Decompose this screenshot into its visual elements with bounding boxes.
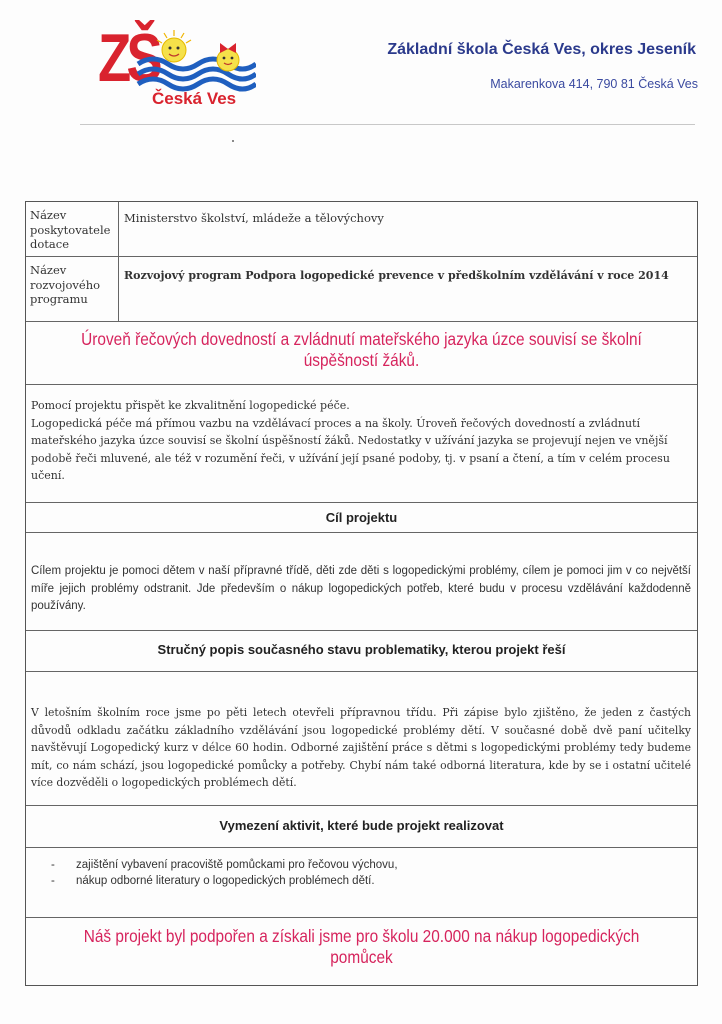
bullet-dash: - — [51, 875, 55, 887]
scan-speck — [232, 140, 234, 142]
intro-row — [26, 385, 697, 503]
section-title-activities: Vymezení aktivit, které bude projekt realizovat — [219, 818, 504, 833]
activity-text: nákup odborné literatury o logopedických problémech dětí. — [76, 875, 375, 887]
logo-subtitle: Česká Ves — [152, 89, 237, 108]
info-label: Název poskytovatele dotace — [26, 202, 119, 256]
intro-line-1: Pomocí projektu přispět ke zkvalitnění logopedické péče. — [31, 399, 350, 412]
activity-text: zajištění vybavení pracoviště pomůckami pro řečovou výchovu, — [76, 859, 398, 871]
info-row-provider — [26, 202, 697, 257]
intro-paragraph: Logopedická péče má přímou vazbu na vzdělávací proces a na školy. Úroveň řečových dovedností a zvládnutí mateřského jazyka úzce souvisí se školní úspěšností žáků. Nedostatky v užívání jazyka se projevují nejen ve vnější podobě řeči mluvené, ale též v rozumění řeči, v užívání její psané podoby, tj. v psaní a čtení, a tím v celém procesu učení. — [31, 416, 670, 482]
state-header-row — [26, 631, 697, 672]
section-title-goal: Cíl projektu — [325, 510, 398, 525]
bullet-dash: - — [51, 859, 55, 871]
state-body-row — [26, 672, 697, 806]
goal-header-row — [26, 503, 697, 533]
activities-header-row — [26, 806, 697, 848]
activities-body-row — [26, 848, 697, 918]
section-title-state: Stručný popis současného stavu problematiky, kterou projekt řeší — [157, 642, 566, 657]
activities-list — [26, 857, 697, 889]
closing-row — [26, 918, 697, 985]
headline-row — [26, 322, 697, 385]
info-value: Ministerstvo školství, mládeže a tělovýchovy — [124, 211, 384, 225]
goal-body: Cílem projektu je pomoci dětem v naší přípravné třídě, děti zde děti s logopedickými problémy, cílem je pomoci jim v co největší míře jejich problémy odstranit. Jde především o nákup logopedických potřeb, které budu v procesu vzdělávání každodenně používány. — [31, 565, 691, 612]
info-value: Rozvojový program Podpora logopedické prevence v předškolním vzdělávání v roce 2014 — [124, 269, 669, 282]
activity-item — [26, 873, 697, 889]
header-divider — [80, 124, 695, 125]
closing-statement: Náš projekt byl podpořen a získali jsme pro školu 20.000 na nákup logopedických pomůcek — [83, 926, 640, 967]
goal-body-row — [26, 533, 697, 631]
info-row-program — [26, 257, 697, 322]
headline: Úroveň řečových dovedností a zvládnutí mateřského jazyka úzce souvisí se školní úspěšností žáků. — [81, 329, 642, 370]
school-logo — [98, 20, 258, 116]
logo-monogram: ZŠ — [98, 20, 158, 96]
state-body: V letošním školním roce jsme po pěti letech otevřeli přípravnou třídu. Při zápise bylo zjištěno, že jeden z častých důvodů odkladu začátku základního vzdělávání jsou logopedické problémy dětí. V současné době dvě paní učitelky navštěvují Logopedický kurz v délce 60 hodin. Odborné zajištění práce s dětmi s logopedickými problémy tedy budeme mít, co nám schází, jsou logopedické pomůcky a potřeby. Chybí nám také odborná literatura, kde by se i ostatní učitelé více dozvěděli o logopedických problémech dětí. — [31, 706, 691, 789]
activity-item — [26, 857, 697, 873]
school-name: Základní škola Česká Ves, okres Jeseník — [387, 41, 696, 58]
waves-suns-icon — [136, 30, 256, 96]
project-table — [25, 201, 698, 986]
info-label: Název rozvojového programu — [26, 257, 119, 321]
school-address: Makarenkova 414, 790 81 Česká Ves — [490, 77, 698, 91]
